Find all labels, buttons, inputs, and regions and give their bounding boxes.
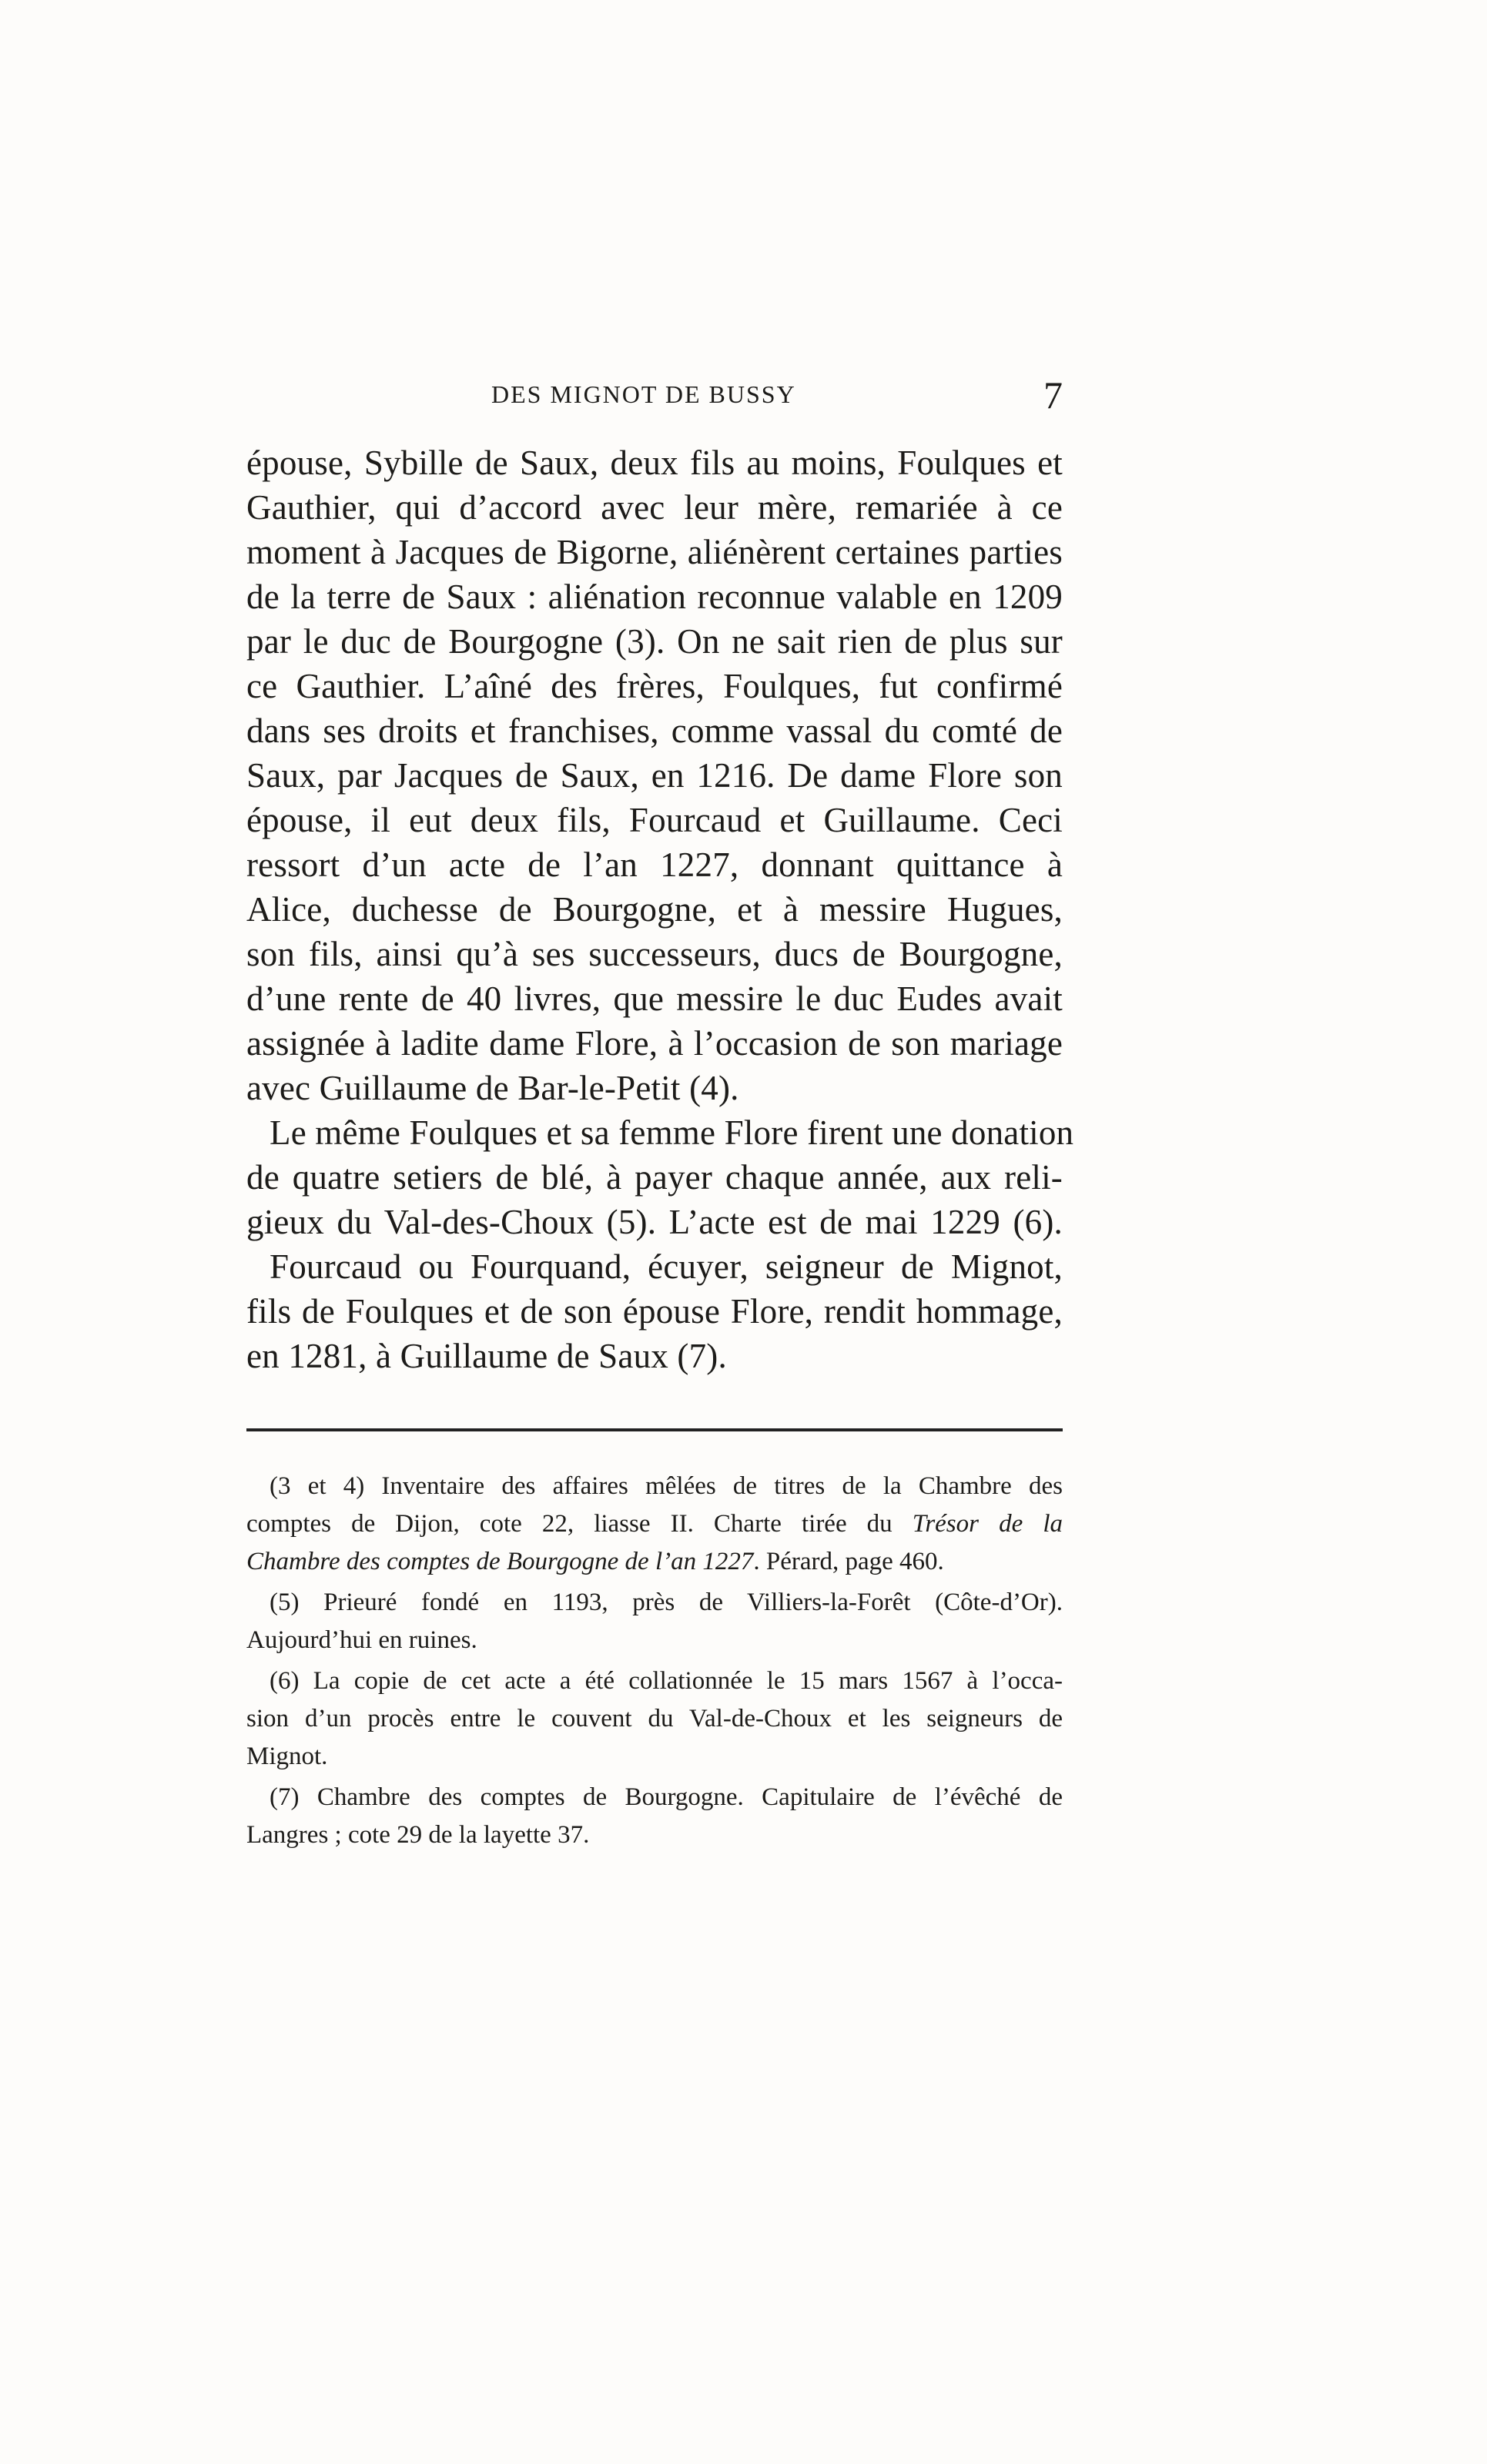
footnotes [246,1468,1063,1854]
footnote-line: Langres ; cote 29 de la layette 37. [246,1821,590,1849]
page-number: 7 [1043,373,1063,417]
paragraph [246,440,1063,1110]
text-line: Saux, par Jacques de Saux, en 1216. De dame Flore son [246,756,1063,795]
text-line: Gauthier, qui d’accord avec leur mère, remariée à ce [246,488,1063,527]
paragraph [246,1244,1063,1378]
text-line: Fourcaud ou Fourquand, écuyer, seigneur de Mignot, [270,1247,1063,1286]
footnote-line: (6) La copie de cet acte a été collationnée le 15 mars 1567 à l’occa- [270,1667,1063,1695]
footnote-rule [246,1428,1063,1431]
running-head [246,373,1063,419]
footnote-italic-title: Chambre des comptes de Bourgogne de l’an 1227 [246,1548,754,1575]
text-line: Le même Foulques et sa femme Flore firent une donation [270,1113,1074,1152]
footnote-italic-title: Trésor de la [912,1510,1063,1538]
text-line: gieux du Val-des-Choux (5). L’acte est de mai 1229 (6). [246,1203,1063,1241]
text-line: épouse, Sybille de Saux, deux fils au moins, Foulques et [246,444,1063,482]
text-line: dans ses droits et franchises, comme vassal du comté de [246,711,1063,750]
footnote-text: comptes de Dijon, cote 22, liasse II. Charte tirée du [246,1510,913,1538]
text-line: de la terre de Saux : aliénation reconnue valable en 1209 [246,578,1063,616]
footnote [246,1779,1063,1854]
footnote-line: Aujourd’hui en ruines. [246,1626,477,1654]
text-line: son fils, ainsi qu’à ses successeurs, ducs de Bourgogne, [246,935,1063,973]
text-line: ressort d’un acte de l’an 1227, donnant quittance à [246,845,1063,884]
text-line: avec Guillaume de Bar-le-Petit (4). [246,1069,739,1107]
text-line: en 1281, à Guillaume de Saux (7). [246,1337,727,1375]
footnote-line: (7) Chambre des comptes de Bourgogne. Capitulaire de l’évêché de [270,1783,1063,1811]
footnote-line: sion d’un procès entre le couvent du Val-de-Choux et les seigneurs de [246,1705,1063,1732]
text-line: ce Gauthier. L’aîné des frères, Foulques, fut confirmé [246,667,1063,705]
running-title: DES MIGNOT DE BUSSY [491,380,796,408]
footnote-line: Mignot. [246,1743,328,1770]
text-line: par le duc de Bourgogne (3). On ne sait rien de plus sur [246,622,1063,661]
paragraph [246,1110,1074,1244]
footnote-line [246,1543,1063,1581]
text-line: fils de Foulques et de son épouse Flore, rendit hommage, [246,1292,1063,1331]
footnote-line: (5) Prieuré fondé en 1193, près de Villiers-la-Forêt (Côte-d’Or). [270,1589,1063,1616]
text-line: de quatre setiers de blé, à payer chaque année, aux reli- [246,1158,1063,1197]
text-line: assignée à ladite dame Flore, à l’occasion de son mariage [246,1024,1063,1063]
footnote-text: . Pérard, page 460. [753,1548,944,1575]
text-line: d’une rente de 40 livres, que messire le duc Eudes avait [246,979,1063,1018]
footnote [246,1584,1063,1659]
footnote [246,1468,1063,1581]
footnote-line [246,1505,1063,1543]
text-line: moment à Jacques de Bigorne, aliénèrent certaines parties [246,533,1063,571]
footnote [246,1662,1063,1776]
text-line: épouse, il eut deux fils, Fourcaud et Guillaume. Ceci [246,801,1063,839]
main-text [246,440,1074,1378]
footnote-line: (3 et 4) Inventaire des affaires mêlées de titres de la Chambre des [270,1472,1063,1500]
text-line: Alice, duchesse de Bourgogne, et à messire Hugues, [246,890,1063,929]
